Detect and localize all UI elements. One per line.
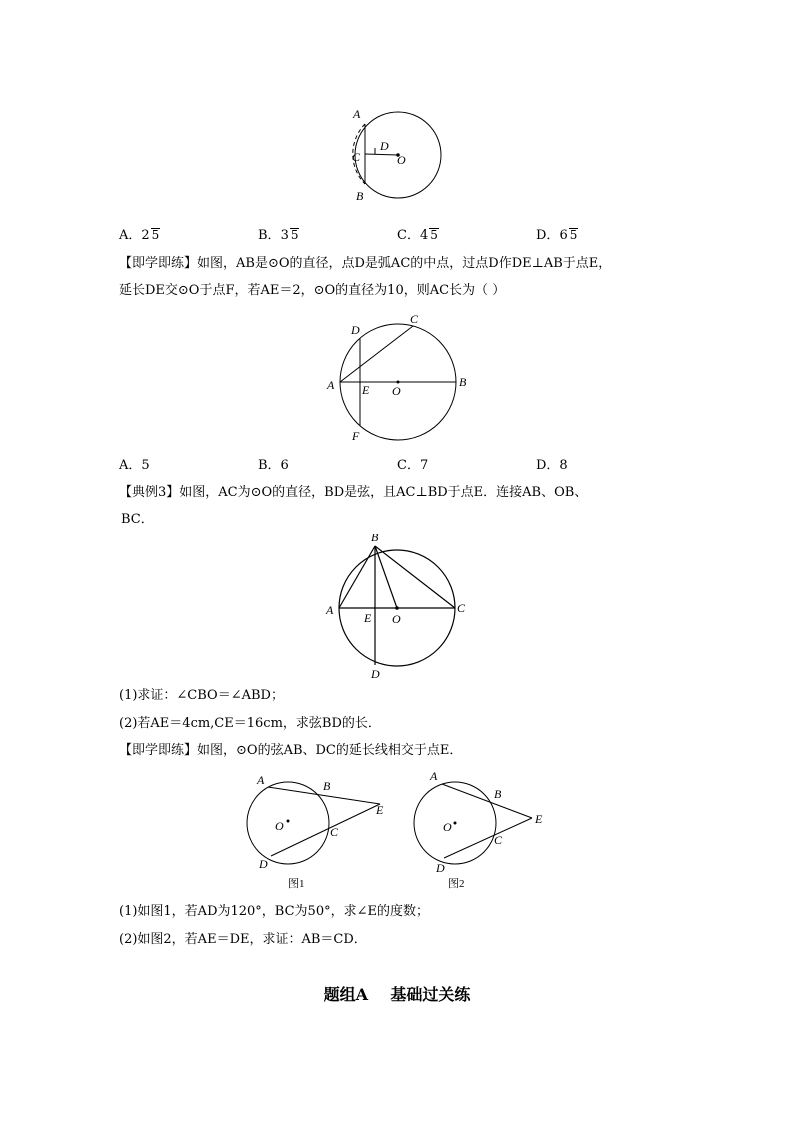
q4-part-1: (1)如图1，若AD为120°，BC为50°，求∠E的度数； — [119, 904, 429, 919]
option-coef: 2 — [141, 228, 150, 243]
fig3-label-c: C — [457, 601, 466, 615]
q4-text-1: 如图，⊙O的弦AB、DC的延长线相交于点E． — [197, 743, 463, 758]
q2-line-1 — [119, 255, 611, 273]
q3-part-2: (2)若AE＝4cm,CE＝16cm，求弦BD的长． — [119, 716, 381, 731]
fig4a-label-b: B — [323, 779, 331, 793]
sqrt-symbol — [569, 228, 579, 242]
option-coef: 4 — [419, 228, 429, 243]
fig1-label-a: A — [353, 107, 361, 121]
option-radicand: 5 — [569, 228, 578, 242]
fig4a-label-e: E — [376, 803, 384, 817]
q3-part-1: (1)求证：∠CBO＝∠ABD； — [119, 688, 284, 703]
fig4a-label-d: D — [259, 857, 268, 871]
fig3-label-b: B — [371, 534, 379, 544]
option-radicand: 5 — [151, 228, 160, 242]
fig4a-label-a: A — [257, 773, 265, 787]
q3-tag: 【典例3】 — [119, 485, 180, 500]
fig4-caption-2: 图2 — [448, 878, 465, 890]
q1-option-b — [258, 227, 299, 245]
q2-options — [119, 457, 719, 475]
q3-line-2: BC． — [121, 512, 154, 527]
q1-option-c — [397, 227, 439, 245]
section-heading: 题组A 基础过关练 — [323, 985, 471, 1004]
figure-4 — [238, 768, 556, 892]
fig4b-label-c: C — [494, 833, 503, 847]
q2-tag: 【即学即练】 — [119, 256, 198, 271]
fig3-label-d: D — [371, 667, 380, 681]
fig4-caption-1: 图1 — [288, 878, 305, 890]
option-letter: D． — [536, 228, 560, 243]
fig1-label-o: O — [397, 153, 406, 167]
fig2-label-e: E — [362, 383, 370, 397]
option-coef: 3 — [280, 228, 289, 243]
fig2-label-o: O — [392, 384, 401, 398]
fig4b-label-b: B — [494, 787, 502, 801]
fig4a-label-o: O — [275, 819, 284, 833]
q2-option-d: D．8 — [536, 458, 568, 473]
sqrt-symbol — [151, 228, 161, 242]
fig1-label-c: C — [352, 150, 361, 164]
fig3-label-o: O — [392, 612, 401, 626]
fig2-label-b: B — [459, 375, 467, 389]
figure-4-svg — [238, 768, 556, 892]
fig4b-label-a: A — [430, 769, 438, 783]
q1-options — [119, 227, 719, 245]
fig2-label-c: C — [410, 312, 419, 326]
q2-option-a: A．5 — [119, 458, 150, 473]
figure-2 — [324, 312, 474, 444]
figure-3-svg — [322, 534, 472, 684]
sqrt-symbol — [429, 228, 439, 242]
option-letter: C． — [397, 228, 420, 243]
fig2-label-d: D — [351, 323, 360, 337]
fig4a-label-c: C — [330, 825, 339, 839]
option-coef: 6 — [559, 228, 568, 243]
option-letter: A． — [119, 228, 142, 243]
q4-line-1 — [119, 742, 462, 760]
q2-text-1: 如图，AB是⊙O的直径，点D是弧AC的中点，过点D作DE⊥AB于点E， — [197, 256, 612, 271]
option-radicand: 5 — [430, 228, 438, 242]
fig4b-label-d: D — [436, 861, 445, 875]
q3-text-1: 如图，AC为⊙O的直径，BD是弦，且AC⊥BD于点E．连接AB、OB、 — [179, 485, 588, 500]
fig2-label-a: A — [327, 378, 335, 392]
option-radicand: 5 — [290, 228, 299, 242]
option-letter: B． — [258, 228, 281, 243]
figure-1-svg — [340, 104, 450, 214]
q1-option-a — [119, 227, 160, 245]
q2-option-b: B．6 — [258, 458, 289, 473]
fig4b-label-e: E — [535, 812, 543, 826]
q3-line-1 — [119, 484, 587, 502]
sqrt-symbol — [290, 228, 300, 242]
figure-2-svg — [324, 312, 474, 444]
figure-3 — [322, 534, 472, 684]
fig3-label-a: A — [326, 603, 334, 617]
q2-option-c: C．7 — [397, 458, 429, 473]
fig2-label-f: F — [352, 429, 360, 443]
fig1-label-d: D — [380, 139, 389, 153]
q1-option-d — [536, 227, 578, 245]
q4-part-2: (2)如图2，若AE＝DE，求证：AB＝CD． — [119, 932, 367, 947]
figure-1 — [340, 104, 450, 214]
q2-line-2: 延长DE交⊙O于点F，若AE＝2，⊙O的直径为10，则AC长为（ ） — [119, 283, 506, 298]
q4-tag: 【即学即练】 — [119, 743, 198, 758]
fig4b-label-o: O — [443, 820, 452, 834]
fig3-label-e: E — [364, 611, 372, 625]
fig1-label-b: B — [356, 189, 364, 203]
